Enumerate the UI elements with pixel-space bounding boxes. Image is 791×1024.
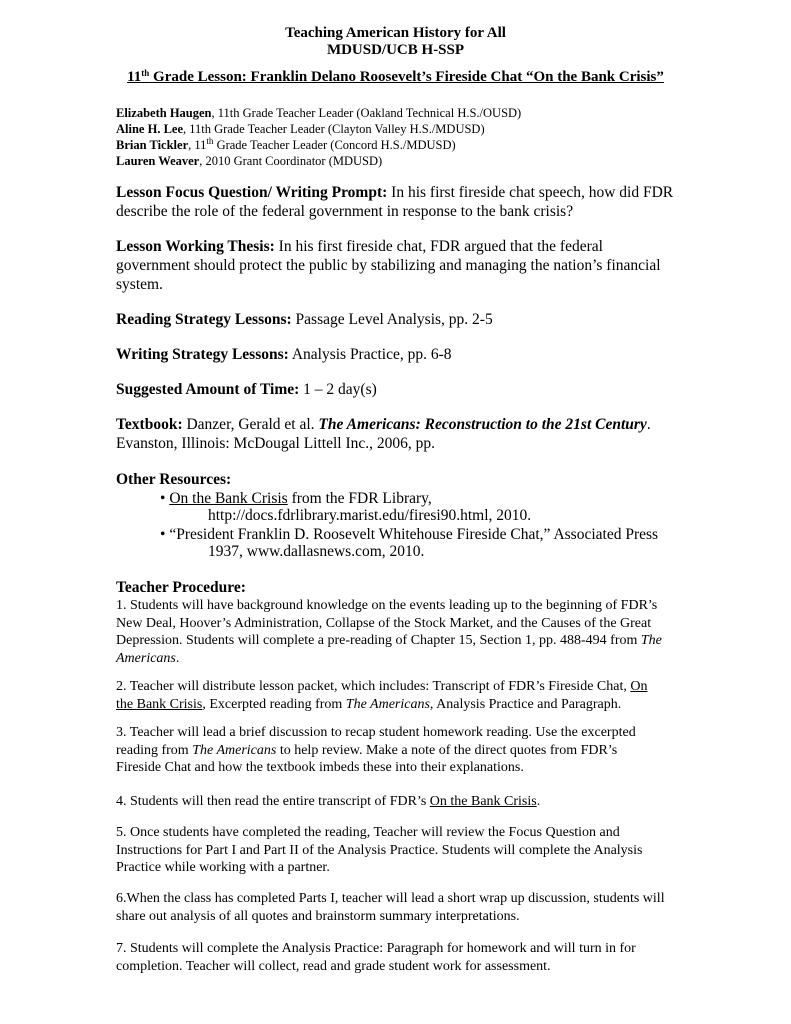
procedure-step: 6.When the class has completed Parts I, teacher will lead a short wrap up discussion, students will share out analysis of all quotes and brainstorm summary interpretations. (116, 891, 665, 924)
bank-crisis-link[interactable]: On (630, 679, 648, 694)
writing-strategy: Writing Strategy Lessons: Analysis Practice, pp. 6-8 (116, 346, 452, 363)
procedure-step: 3. Teacher will lead a brief discussion to recap student homework reading. Use the excerpted reading from The Americans to help review. Make a note of the direct quotes from FDR’s Fireside Chat and how the textbook imbeds these into their explanations. (116, 725, 636, 775)
focus-question: Lesson Focus Question/ Writing Prompt: In his first fireside chat speech, how did FDR describe the role of the federal government in response to the bank crisis? (116, 184, 674, 220)
textbook-title: The Americans: Reconstruction to the 21st Century (318, 416, 647, 433)
author-list (116, 105, 521, 169)
bullet: • (160, 490, 166, 507)
procedure-step: 7. Students will complete the Analysis Practice: Paragraph for homework and will turn in for completion. Teacher will collect, read and grade student work for assessment. (116, 941, 636, 974)
procedure-step: 5. Once students have completed the reading, Teacher will review the Focus Question and Instructions for Part I and Part II of the Analysis Practice. Students will complete the Analysis Practice while working with a partner. (116, 825, 643, 875)
procedure-step: 2. Teacher will distribute lesson packet, which includes: Transcript of FDR’s Fireside Chat, On the Bank Crisis, Excerpted reading from The Americans, Analysis Practice and Paragraph. (116, 679, 648, 712)
author-line: Brian Tickler, 11th Grade Teacher Leader (Concord H.S./MDUSD) (116, 136, 456, 152)
bullet: • (160, 526, 166, 543)
procedure-step: 1. Students will have background knowledge on the events leading up to the beginning of FDR’s New Deal, Hoover’s Administration, Collapse of the Stock Market, and the Causes of the Great Depression. Students will complete a pre-reading of Chapter 15, Section 1, pp. 488-494 from The Americans. (116, 598, 662, 666)
author-line: Elizabeth Haugen, 11th Grade Teacher Leader (Oakland Technical H.S./OUSD) (116, 106, 522, 120)
program-subtitle: MDUSD/UCB H-SSP (326, 42, 465, 58)
resource-item: • On the Bank Crisis from the FDR Library, (160, 490, 432, 507)
bank-crisis-link[interactable]: the Bank Crisis (116, 696, 203, 712)
working-thesis: Lesson Working Thesis: In his first fireside chat, FDR argued that the federal government should protect the public by stabilizing and managing the nation’s financial system. (116, 238, 661, 293)
suggested-time: Suggested Amount of Time: 1 – 2 day(s) (116, 381, 377, 398)
resource-source: 1937, www.dallasnews.com, 2010. (208, 543, 425, 560)
bank-crisis-link[interactable]: On the Bank Crisis (429, 794, 537, 809)
procedure-heading: Teacher Procedure: (116, 579, 246, 596)
resource-item: • “President Franklin D. Roosevelt Whitehouse Fireside Chat,” Associated Press (160, 526, 659, 543)
author-line: Aline H. Lee, 11th Grade Teacher Leader (Clayton Valley H.S./MDUSD) (116, 122, 485, 136)
resource-link[interactable]: On the Bank Crisis (169, 490, 288, 507)
program-title: Teaching American History for All (285, 25, 506, 41)
other-resources-heading: Other Resources: (116, 471, 232, 488)
procedure-step: 4. Students will then read the entire transcript of FDR’s On the Bank Crisis. (116, 794, 541, 809)
lesson-title: 11th Grade Lesson: Franklin Delano Roosevelt’s Fireside Chat “On the Bank Crisis” (127, 68, 664, 85)
resource-url: http://docs.fdrlibrary.marist.edu/firesi90.html, 2010. (208, 507, 532, 524)
reading-strategy: Reading Strategy Lessons: Passage Level Analysis, pp. 2-5 (116, 311, 493, 328)
textbook: Textbook: Danzer, Gerald et al. The Americans: Reconstruction to the 21st Century. Evanston, Illinois: McDougal Littell Inc., 2006, pp. (116, 416, 651, 452)
author-line: Lauren Weaver, 2010 Grant Coordinator (MDUSD) (116, 154, 383, 168)
